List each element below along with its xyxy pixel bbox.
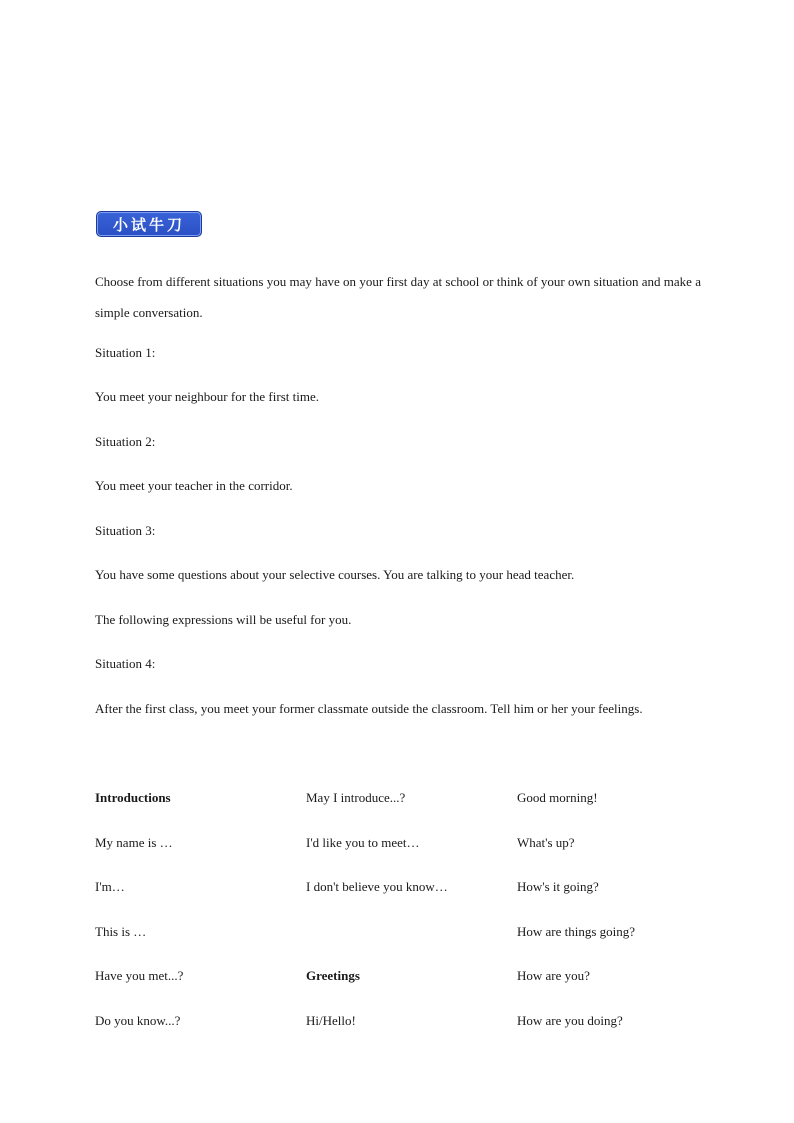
expression-item: May I introduce...? bbox=[306, 790, 406, 805]
situation-1-heading: Situation 1: bbox=[95, 345, 156, 360]
section-badge: 小试牛刀 bbox=[96, 211, 202, 237]
situation-4-text: After the first class, you meet your former classmate outside the classroom. Tell him or her your feelings. bbox=[95, 701, 643, 716]
situation-1-text: You meet your neighbour for the first time. bbox=[95, 389, 319, 404]
situation-4-heading: Situation 4: bbox=[95, 656, 156, 671]
expression-item: Have you met...? bbox=[95, 968, 184, 983]
situation-2-text: You meet your teacher in the corridor. bbox=[95, 478, 293, 493]
situation-2-heading: Situation 2: bbox=[95, 434, 156, 449]
expression-item: Do you know...? bbox=[95, 1013, 181, 1028]
expression-item: This is … bbox=[95, 924, 147, 939]
expressions-note: The following expressions will be useful for you. bbox=[95, 612, 352, 627]
expression-item: What's up? bbox=[517, 835, 575, 850]
situation-3-text: You have some questions about your selective courses. You are talking to your head teacher. bbox=[95, 567, 575, 582]
greetings-heading: Greetings bbox=[306, 968, 360, 983]
expression-item: How are you doing? bbox=[517, 1013, 623, 1028]
expression-item: How are things going? bbox=[517, 924, 636, 939]
expression-item: Hi/Hello! bbox=[306, 1013, 356, 1028]
expression-item: I'm… bbox=[95, 879, 125, 894]
expression-item: How's it going? bbox=[517, 879, 599, 894]
expression-item: I don't believe you know… bbox=[306, 879, 448, 894]
situation-3-heading: Situation 3: bbox=[95, 523, 156, 538]
expression-item: How are you? bbox=[517, 968, 590, 983]
expression-item: Good morning! bbox=[517, 790, 598, 805]
introductions-heading: Introductions bbox=[95, 790, 171, 805]
expression-item: I'd like you to meet… bbox=[306, 835, 420, 850]
intro-paragraph: Choose from different situations you may have on your first day at school or think of your own situation and make a simple conversation. bbox=[95, 274, 701, 320]
expression-item: My name is … bbox=[95, 835, 173, 850]
